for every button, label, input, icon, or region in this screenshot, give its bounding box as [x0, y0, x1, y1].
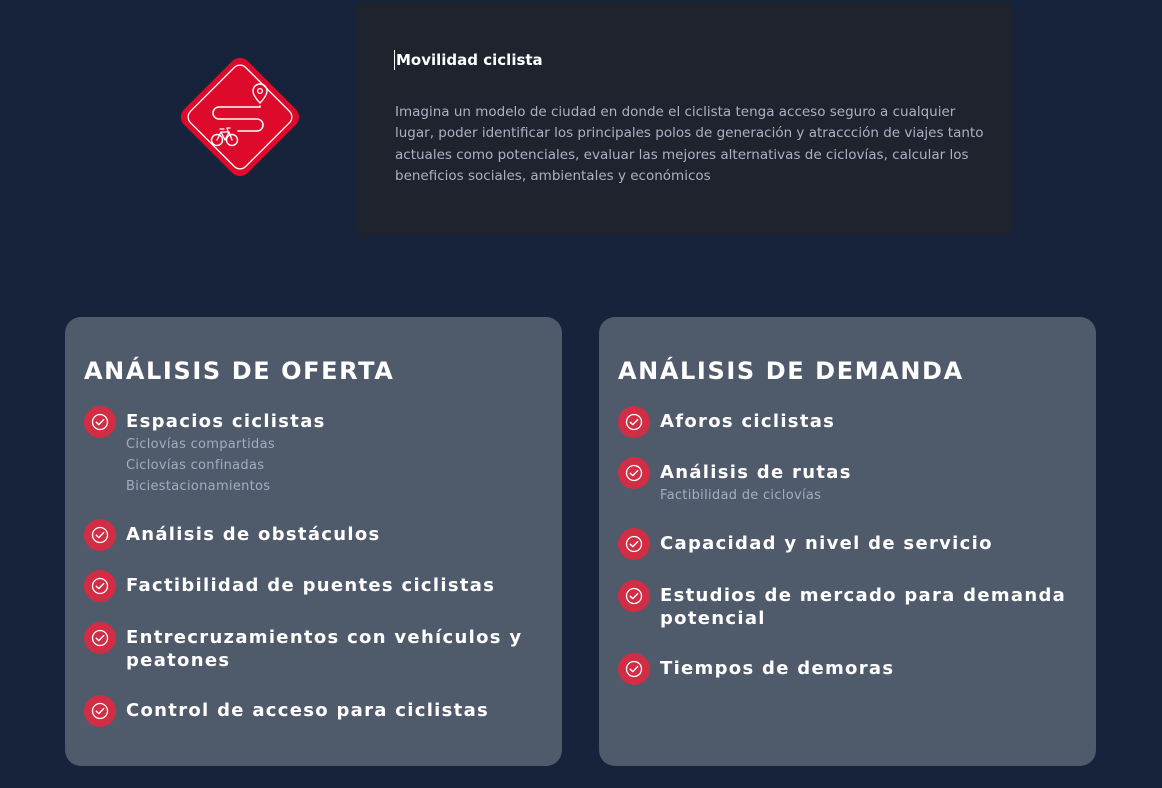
oferta-panel — [65, 317, 562, 766]
subitem: Factibilidad de ciclovías — [660, 488, 822, 503]
check-circle-icon — [84, 570, 116, 602]
check-circle-icon — [84, 695, 116, 727]
intro-description: Imagina un modelo de ciudad en donde el ciclista tenga acceso seguro a cualquier lugar, poder identificar los principales polos de generación y atraccción de viajes tanto actuales como potenciales, evaluar las mejores alternativas de ciclovías, calcular los beneficios sociales, ambientales y económicos — [395, 104, 984, 184]
check-circle-icon — [84, 406, 116, 438]
check-circle-icon — [618, 653, 650, 685]
item-label: Aforos ciclistas — [660, 411, 836, 432]
item-label: Factibilidad de puentes ciclistas — [126, 575, 496, 596]
subitem: Ciclovías compartidas — [126, 437, 275, 452]
item-label: Capacidad y nivel de servicio — [660, 533, 993, 554]
item-label: Análisis de rutas — [660, 462, 852, 483]
item-label: Control de acceso para ciclistas — [126, 700, 490, 721]
item-label: Estudios de mercado para demanda potencial — [660, 585, 1067, 629]
demanda-panel — [599, 317, 1096, 766]
subitem: Ciclovías confinadas — [126, 458, 265, 473]
intro-card — [357, 2, 1013, 236]
demanda-title: ANÁLISIS DE DEMANDA — [618, 357, 964, 385]
check-circle-icon — [84, 519, 116, 551]
subitem: Biciestacionamientos — [126, 479, 271, 494]
item-label: Entrecruzamientos con vehículos y peatones — [126, 627, 523, 671]
check-circle-icon — [618, 580, 650, 612]
subitem-list — [126, 434, 275, 497]
check-circle-icon — [618, 457, 650, 489]
cycling-route-icon — [171, 48, 309, 186]
item-label: Espacios ciclistas — [126, 411, 326, 432]
subitem-list — [660, 485, 821, 506]
item-label: Análisis de obstáculos — [126, 524, 381, 545]
item-label: Tiempos de demoras — [660, 658, 895, 679]
oferta-title: ANÁLISIS DE OFERTA — [84, 357, 395, 385]
check-circle-icon — [618, 406, 650, 438]
check-circle-icon — [618, 528, 650, 560]
intro-title: Movilidad ciclista — [396, 51, 543, 69]
check-circle-icon — [84, 622, 116, 654]
